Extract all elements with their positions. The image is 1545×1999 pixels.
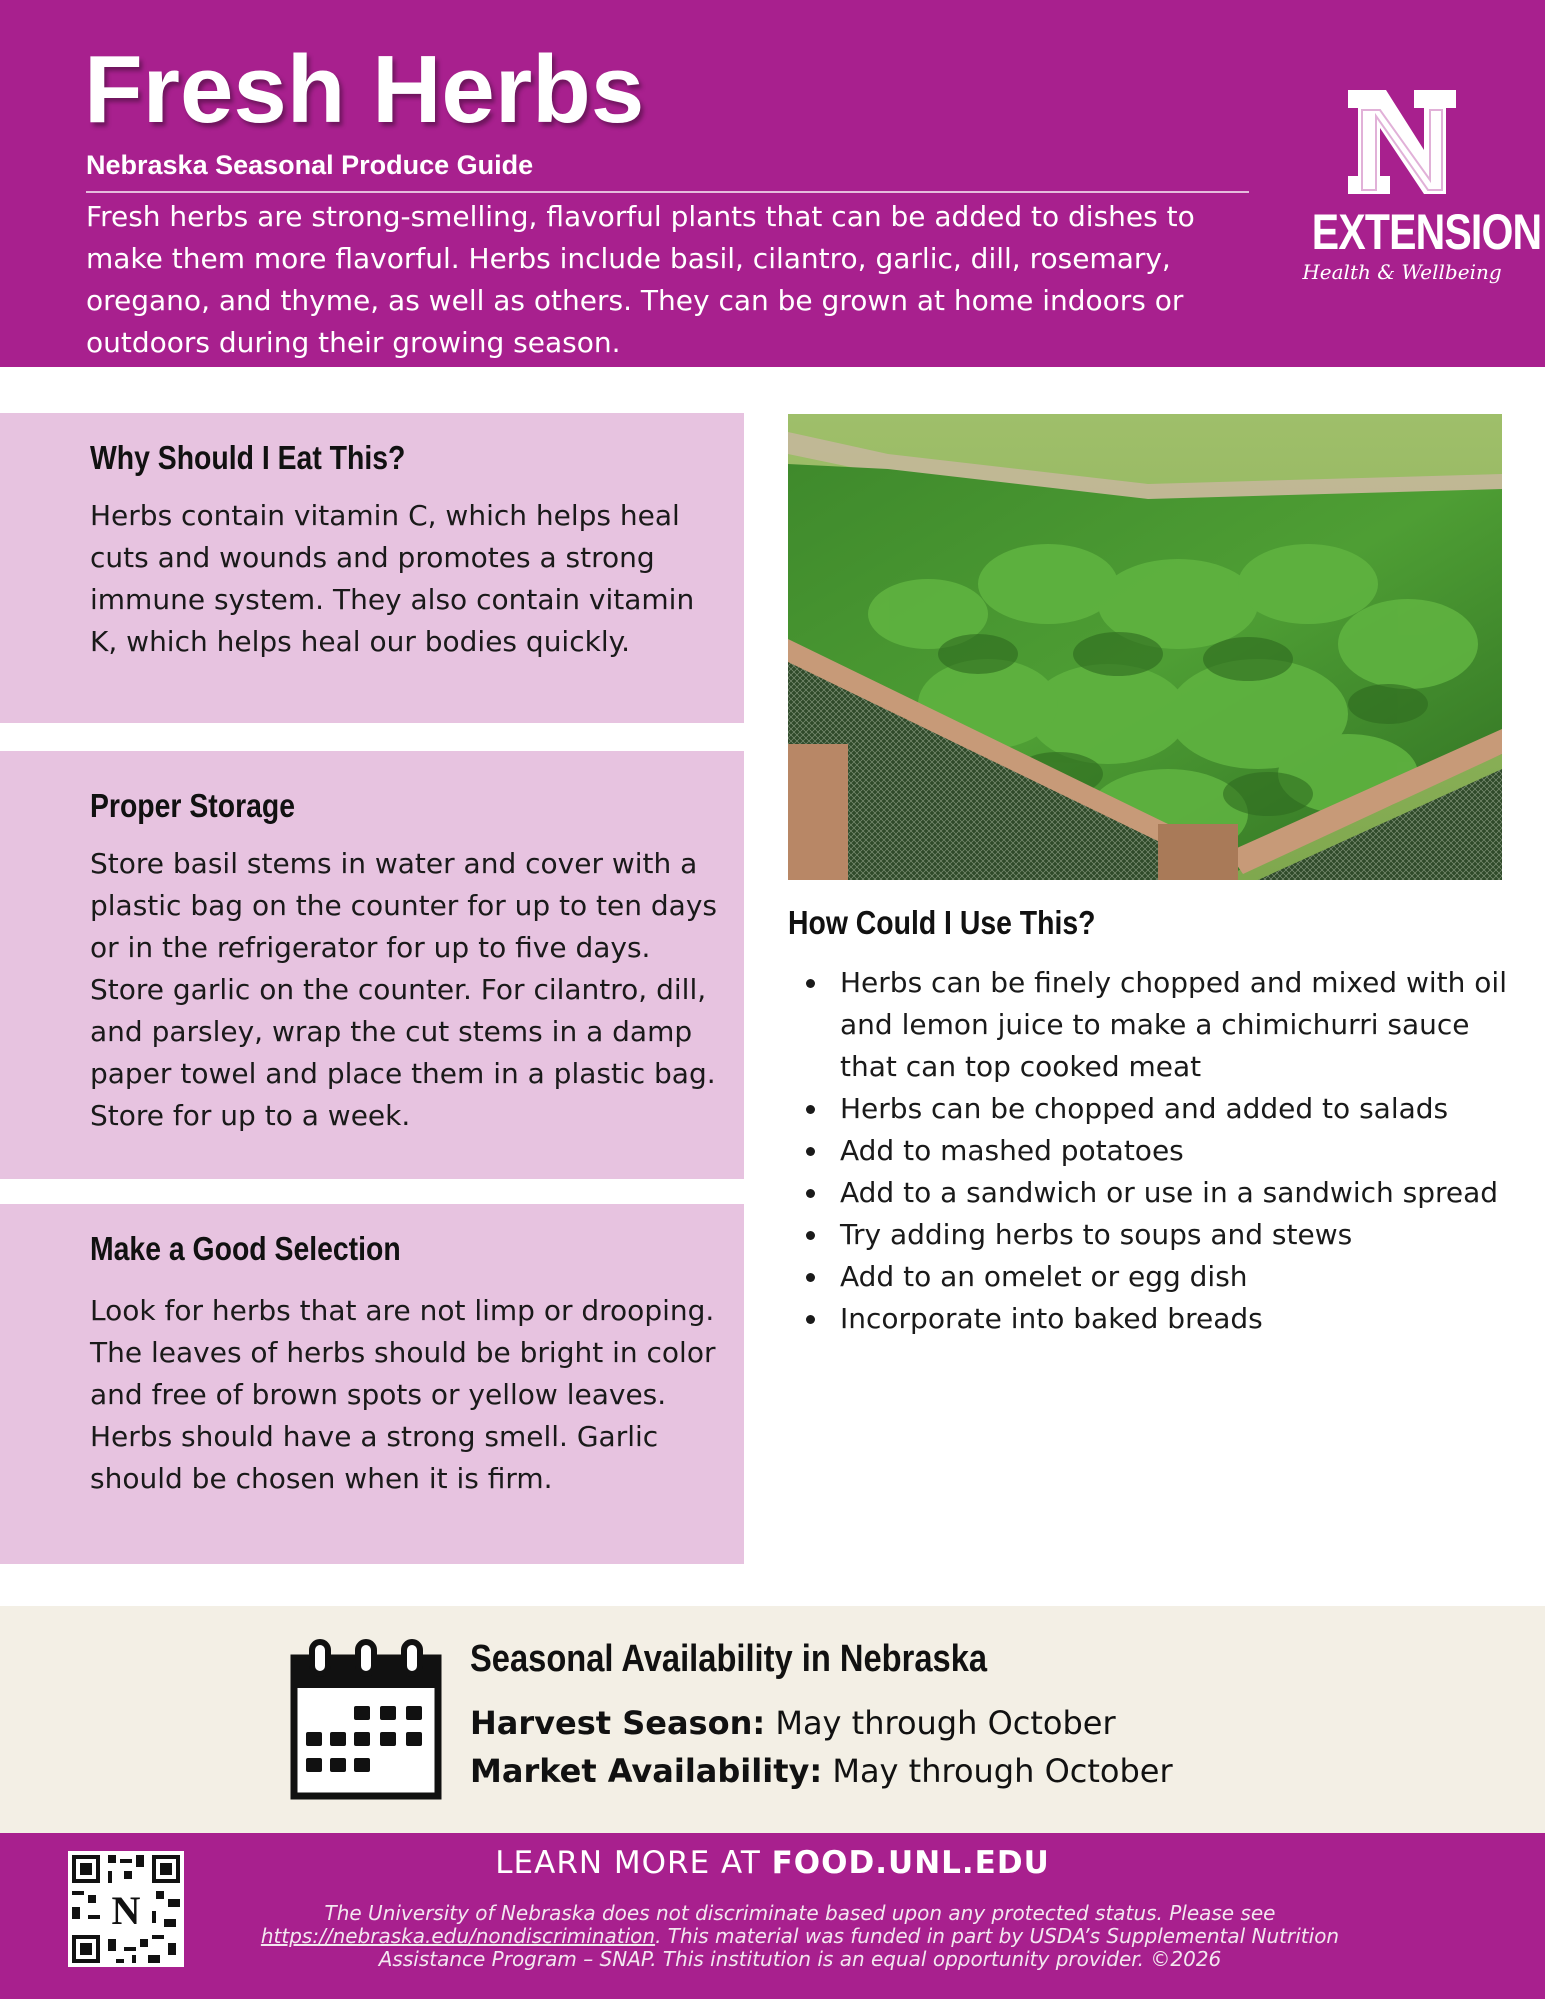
extension-tagline: Health & Wellbeing (1302, 260, 1502, 284)
seasonal-availability-section (0, 1606, 1545, 1833)
why-eat-panel (0, 413, 744, 723)
nondiscrimination-link[interactable]: https://nebraska.edu/nondiscrimination (260, 1924, 656, 1948)
harvest-season-row (470, 1704, 1116, 1742)
qr-center-letter: N (111, 1888, 141, 1934)
learn-more-line (0, 1845, 1545, 1881)
list-item (788, 1298, 1518, 1340)
storage-body: Store basil stems in water and cover with a plastic bag on the counter for up to ten days or in the refrigerator for up to five days. Store garlic on the counter. For cilantro, dill, and parsley, wrap the cut stems in a damp paper towel and place them in a plastic bag. Store for up to a week. (90, 847, 717, 1132)
why-eat-heading: Why Should I Eat This? (90, 439, 406, 476)
list-item-text: Add to a sandwich or use in a sandwich spread (840, 1176, 1499, 1209)
learn-more-site-link[interactable]: FOOD.UNL.EDU (771, 1845, 1050, 1881)
why-eat-body: Herbs contain vitamin C, which helps heal cuts and wounds and promotes a strong immune system. They also contain vitamin K, which helps heal our bodies quickly. (90, 499, 695, 658)
bullet-icon (806, 1231, 815, 1240)
list-item-text: Try adding herbs to soups and stews (840, 1218, 1353, 1251)
calendar-icon (290, 1638, 442, 1802)
harvest-season-label: Harvest Season: (470, 1704, 766, 1742)
bullet-icon (806, 1315, 815, 1324)
selection-body: Look for herbs that are not limp or drooping. The leaves of herbs should be bright in color and free of brown spots or yellow leaves. Herbs should have a strong smell. Garlic should be chosen when it is firm. (90, 1294, 716, 1495)
storage-panel (0, 751, 744, 1179)
footer (0, 1833, 1545, 1999)
bullet-icon (806, 979, 815, 988)
herb-garden-photo (788, 414, 1502, 880)
bullet-icon (806, 1147, 815, 1156)
header-divider (86, 191, 1249, 193)
disclaimer-part-2: . This material was funded in part by USDA’s Supplemental Nutrition Assistance Program – SNAP. This institution is an equal opportunity provider. ©2026 (378, 1924, 1340, 1971)
uses-heading: How Could I Use This? (788, 904, 1096, 941)
disclaimer-text (230, 1902, 1370, 1971)
market-availability-row (470, 1752, 1173, 1790)
page-subtitle: Nebraska Seasonal Produce Guide (86, 150, 534, 180)
list-item (788, 1214, 1518, 1256)
bullet-icon (806, 1189, 815, 1198)
harvest-season-value: May through October (775, 1704, 1116, 1742)
list-item-text: Add to an omelet or egg dish (840, 1260, 1248, 1293)
extension-logo (1292, 86, 1542, 306)
page-title: Fresh Herbs (84, 36, 645, 143)
list-item (788, 1088, 1518, 1130)
header-banner (0, 0, 1545, 367)
extension-wordmark: EXTENSION (1311, 204, 1542, 260)
list-item (788, 962, 1518, 1088)
uses-list (788, 962, 1518, 1340)
herb-garden-image (788, 414, 1502, 880)
selection-panel (0, 1204, 744, 1564)
list-item-text: Incorporate into baked breads (840, 1302, 1263, 1335)
disclaimer-part-1: The University of Nebraska does not discriminate based upon any protected status. Please see (324, 1901, 1276, 1925)
selection-heading: Make a Good Selection (90, 1230, 401, 1267)
storage-heading: Proper Storage (90, 787, 296, 824)
list-item (788, 1256, 1518, 1298)
list-item-text: Herbs can be finely chopped and mixed with oil and lemon juice to make a chimichurri sauce that can top cooked meat (840, 966, 1507, 1083)
intro-text: Fresh herbs are strong-smelling, flavorful plants that can be added to dishes to make them more flavorful. Herbs include basil, cilantro, garlic, dill, rosemary, oregano, and thyme, as well as others. They can be grown at home indoors or outdoors during their growing season. (86, 200, 1195, 359)
market-availability-label: Market Availability: (470, 1752, 823, 1790)
list-item (788, 1130, 1518, 1172)
nebraska-n-logo-icon (1344, 86, 1460, 198)
list-item (788, 1172, 1518, 1214)
learn-more-prefix: LEARN MORE AT (495, 1845, 761, 1881)
season-heading: Seasonal Availability in Nebraska (470, 1638, 988, 1680)
bullet-icon (806, 1273, 815, 1282)
bullet-icon (806, 1105, 815, 1114)
market-availability-value: May through October (832, 1752, 1173, 1790)
list-item-text: Herbs can be chopped and added to salads (840, 1092, 1449, 1125)
list-item-text: Add to mashed potatoes (840, 1134, 1184, 1167)
